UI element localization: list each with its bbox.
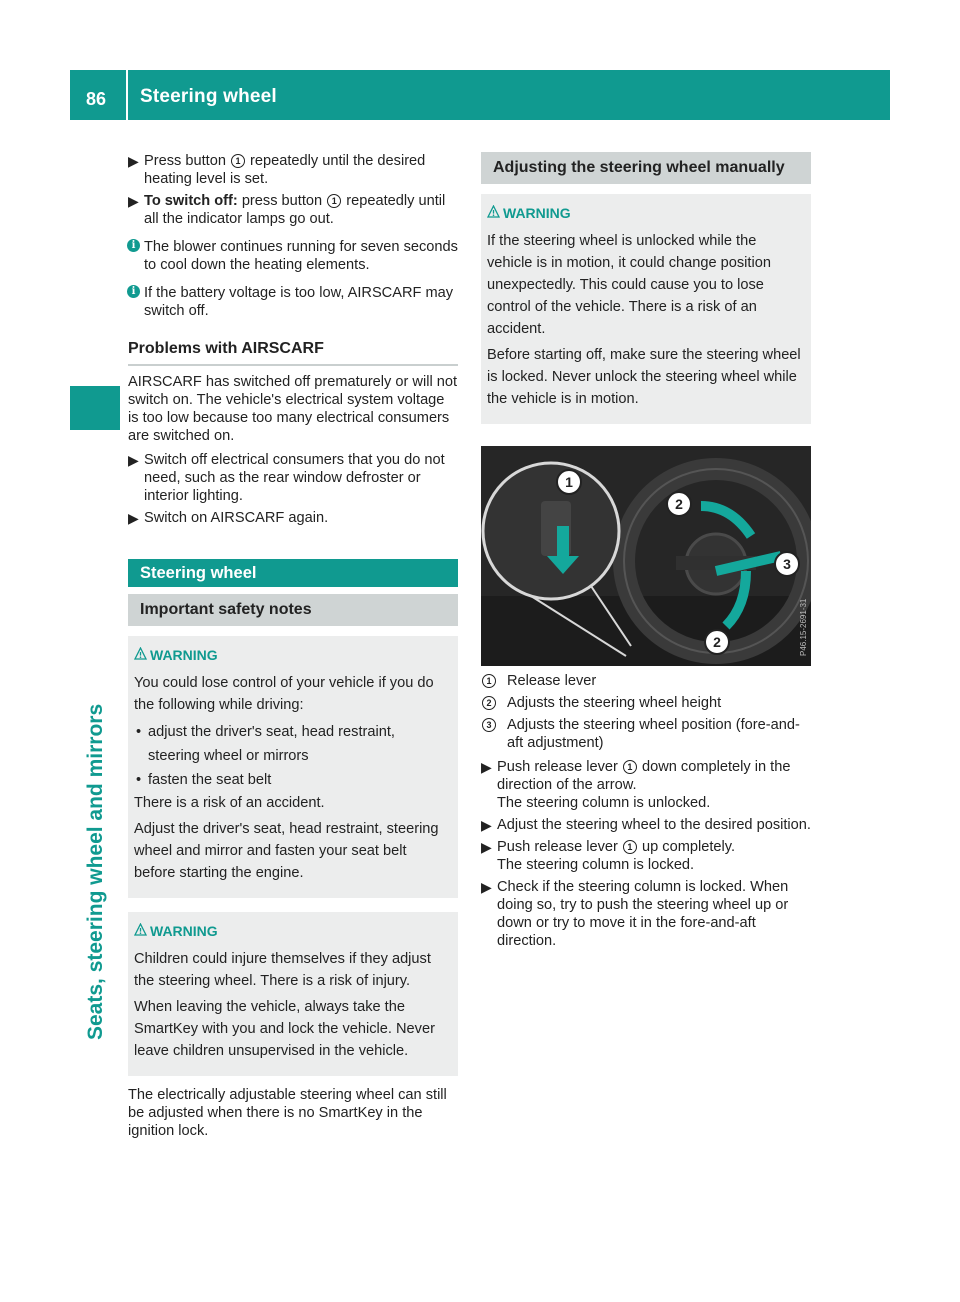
warning-text: If the steering wheel is unlocked while the vehicle is in motion, it could change position unexpectedly. This could cause you to lose control of the vehicle. There is a risk of an accident. [487, 233, 771, 337]
svg-text:2: 2 [713, 634, 721, 650]
left-column [128, 152, 458, 1146]
svg-text:1: 1 [565, 474, 573, 490]
callout-1-icon: 1 [623, 760, 637, 774]
callout-1-icon: 1 [623, 840, 637, 854]
list-item: • adjust the driver's seat, head restraint, steering wheel or mirrors [134, 720, 450, 768]
callout-1-icon [557, 470, 581, 494]
instruction-step: ▶ Switch off electrical consumers that you do not need, such as the rear window defroster or interior lighting. [128, 452, 445, 504]
step-arrow-icon: ▶ [128, 153, 139, 169]
problems-text: AIRSCARF has switched off prematurely or will not switch on. The vehicle's electrical system voltage is too low because too many electrical consumers are switched on. [128, 374, 458, 444]
step-arrow-icon: ▶ [481, 879, 492, 895]
steering-wheel-figure [481, 446, 811, 666]
warning-box [128, 912, 458, 1076]
bullet-icon: • [136, 724, 142, 740]
warning-text: When leaving the vehicle, always take the SmartKey with you and lock the vehicle. Never leave children unsupervised in the vehicle. [134, 999, 435, 1059]
figure-code: P46.15-2691-31 [799, 598, 808, 656]
callout-1-icon: 1 [482, 674, 496, 688]
warning-title: WARNING [487, 204, 803, 222]
info-icon: i [127, 285, 140, 298]
instruction-step: ▶ Check if the steering column is locked. When doing so, try to push the steering wheel up or down or try to move it in the fore-and-aft direction. [481, 879, 789, 949]
side-tab-label: Seats, steering wheel and mirrors [84, 703, 107, 1040]
subsection-title: Important safety notes [128, 594, 458, 626]
warning-risk: There is a risk of an accident. [134, 795, 325, 811]
warning-triangle-icon [487, 204, 500, 222]
callout-2-icon: 2 [482, 696, 496, 710]
legend-item: 1 Release lever [481, 672, 811, 690]
warning-title: WARNING [134, 922, 450, 940]
info-icon: i [127, 239, 140, 252]
callout-1-icon: 1 [231, 154, 245, 168]
callout-2-icon [705, 630, 729, 654]
list-item: • fasten the seat belt [134, 768, 450, 792]
subsection-title: Adjusting the steering wheel manually [481, 152, 811, 184]
info-note: i The blower continues running for seven seconds to cool down the heating elements. [128, 238, 458, 274]
instruction-step: ▶ Switch on AIRSCARF again. [128, 510, 329, 526]
instruction-step: ▶ Adjust the steering wheel to the desired position. [481, 817, 811, 833]
adjust-steps [481, 758, 811, 950]
instruction-step: ▶ Push release lever 1 up completely. The steering column is locked. [481, 839, 736, 873]
warning-box [481, 194, 811, 424]
warning-box [128, 636, 458, 898]
steering-wheel-illustration [481, 446, 811, 666]
callout-3-icon [775, 552, 799, 576]
warning-text: Children could injure themselves if they adjust the steering wheel. There is a risk of injury. [134, 951, 431, 989]
instruction-step: ▶ Push release lever 1 down completely in the direction of the arrow. The steering column is unlocked. [481, 759, 791, 811]
warning-title: WARNING [134, 646, 450, 664]
info-note: i If the battery voltage is too low, AIRSCARF may switch off. [128, 284, 458, 320]
warning-triangle-icon [134, 922, 147, 940]
side-tab-block [70, 386, 120, 430]
legend-item: 2 Adjusts the steering wheel height [481, 694, 811, 712]
callout-1-icon: 1 [327, 194, 341, 208]
right-column [481, 152, 811, 954]
step-arrow-icon: ▶ [481, 817, 492, 833]
warning-triangle-icon [134, 646, 147, 664]
step-arrow-icon: ▶ [481, 759, 492, 775]
instruction-step: ▶ Press button 1 repeatedly until the desired heating level is set. [128, 153, 426, 187]
callout-3-icon: 3 [482, 718, 496, 732]
warning-action: Adjust the driver's seat, head restraint, steering wheel and mirror and fasten your seat belt before starting the engine. [134, 821, 439, 881]
header-divider [126, 70, 128, 120]
section-title: Steering wheel [128, 559, 458, 587]
problems-heading: Problems with AIRSCARF [128, 340, 458, 366]
step-arrow-icon: ▶ [128, 193, 139, 209]
page-title: Steering wheel [140, 86, 277, 107]
step-arrow-icon: ▶ [128, 452, 139, 468]
page-header [70, 70, 890, 120]
callout-2-icon [667, 492, 691, 516]
instruction-step: ▶ To switch off: press button 1 repeatedly until all the indicator lamps go out. [128, 193, 446, 227]
closing-text: The electrically adjustable steering wheel can still be adjusted when there is no SmartKey in the ignition lock. [128, 1087, 447, 1139]
legend-item: 3 Adjusts the steering wheel position (fore-and-aft adjustment) [481, 716, 811, 752]
svg-text:3: 3 [783, 556, 791, 572]
step-arrow-icon: ▶ [481, 839, 492, 855]
step-result: The steering column is locked. [497, 857, 695, 873]
page-number: 86 [86, 89, 107, 109]
warning-text: Before starting off, make sure the steering wheel is locked. Never unlock the steering wheel while the vehicle is in motion. [487, 347, 801, 407]
step-result: The steering column is unlocked. [497, 795, 711, 811]
step-arrow-icon: ▶ [128, 510, 139, 526]
bullet-icon: • [136, 772, 142, 788]
svg-text:2: 2 [675, 496, 683, 512]
figure-legend [481, 672, 811, 752]
warning-text: You could lose control of your vehicle if you do the following while driving: [134, 675, 434, 713]
